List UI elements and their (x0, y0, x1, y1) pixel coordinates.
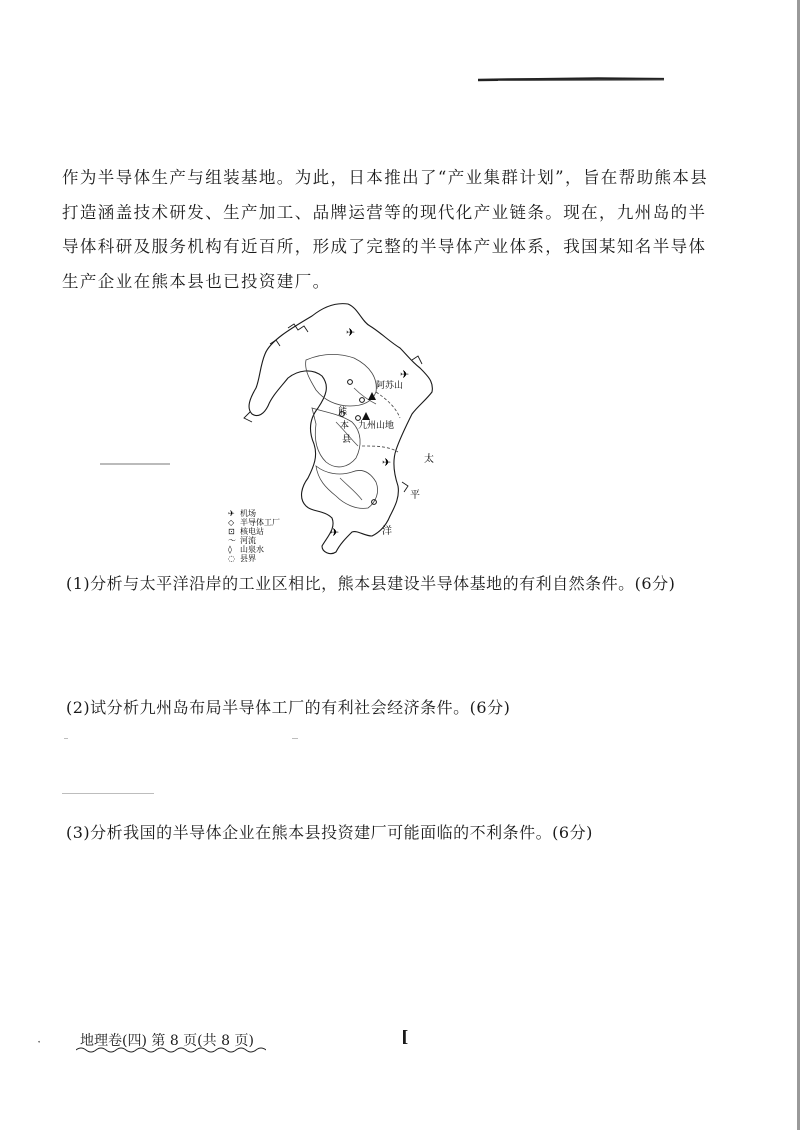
airport-icon: ✈ (400, 368, 410, 381)
legend-symbol: ⊡ (228, 527, 235, 536)
legend-symbol: 〜 (228, 536, 236, 545)
legend-label: 河流 (240, 536, 256, 545)
prefecture-border (316, 466, 378, 508)
scan-speck (64, 738, 68, 739)
factory-icon (356, 416, 361, 421)
scan-mark: [ (401, 1027, 409, 1046)
legend-label: 山泉水 (240, 545, 264, 554)
kyushu-mountains-label: 九州山地 (358, 421, 395, 431)
pacific-label: 平 (410, 490, 420, 501)
question-3: (3)分析我国的半导体企业在熊本县投资建厂可能面临的不利条件。(6分) (66, 823, 593, 842)
pacific-label: 太 (424, 454, 434, 465)
scan-line (62, 793, 154, 794)
kumamoto-label: 熊 (338, 407, 348, 417)
legend-label: 县界 (240, 554, 256, 563)
scan-speck (292, 738, 298, 739)
intro-line: 生产企业在熊本县也已投资建厂。 (62, 271, 331, 291)
kyushu-mountain-icon (362, 412, 370, 420)
legend-symbol: ✈ (228, 509, 235, 518)
airport-icon: ✈ (346, 326, 356, 339)
factory-icon (360, 398, 365, 403)
factory-icon (348, 380, 353, 385)
pacific-label: 洋 (382, 526, 392, 537)
footer-page-info: 地理卷(四) 第 8 页(共 8 页) (80, 1033, 254, 1049)
aso-label: 阿苏山 (376, 381, 404, 391)
footer-underline (76, 1046, 266, 1054)
aso-mountain-icon (368, 392, 376, 400)
intro-line: 作为半导体生产与组装基地。为此，日本推出了“产业集群计划”，旨在帮助熊本县 (62, 168, 709, 187)
intro-paragraph (62, 161, 709, 299)
prefecture-border (312, 408, 360, 467)
map-legend (228, 508, 280, 563)
legend-label: 半导体工厂 (240, 518, 280, 527)
kyushu-map (100, 296, 470, 564)
legend-symbol: ◌ (228, 554, 235, 563)
question-2: (2)试分析九州岛布局半导体工厂的有利社会经济条件。(6分) (66, 698, 511, 717)
top-rule (478, 76, 664, 82)
legend-label: 核电站 (240, 527, 264, 536)
kumamoto-label: 本 (340, 421, 350, 431)
intro-line: 导体科研及服务机构有近百所，形成了完整的半导体产业体系，我国某知名半导体 (62, 237, 707, 256)
airport-icon: ✈ (382, 456, 392, 469)
intro-line: 打造涵盖技术研发、生产加工、品牌运营等的现代化产业链条。现在，九州岛的半 (62, 202, 707, 222)
legend-symbol: ◊ (228, 545, 232, 554)
legend-label: 机场 (240, 509, 256, 518)
legend-symbol: ◇ (228, 518, 235, 527)
footer-logo (38, 1027, 68, 1057)
kumamoto-label: 县 (342, 435, 352, 445)
question-1: (1)分析与太平洋沿岸的工业区相比，熊本县建设半导体基地的有利自然条件。(6分) (66, 574, 676, 593)
airport-icon: ✈ (330, 526, 340, 539)
